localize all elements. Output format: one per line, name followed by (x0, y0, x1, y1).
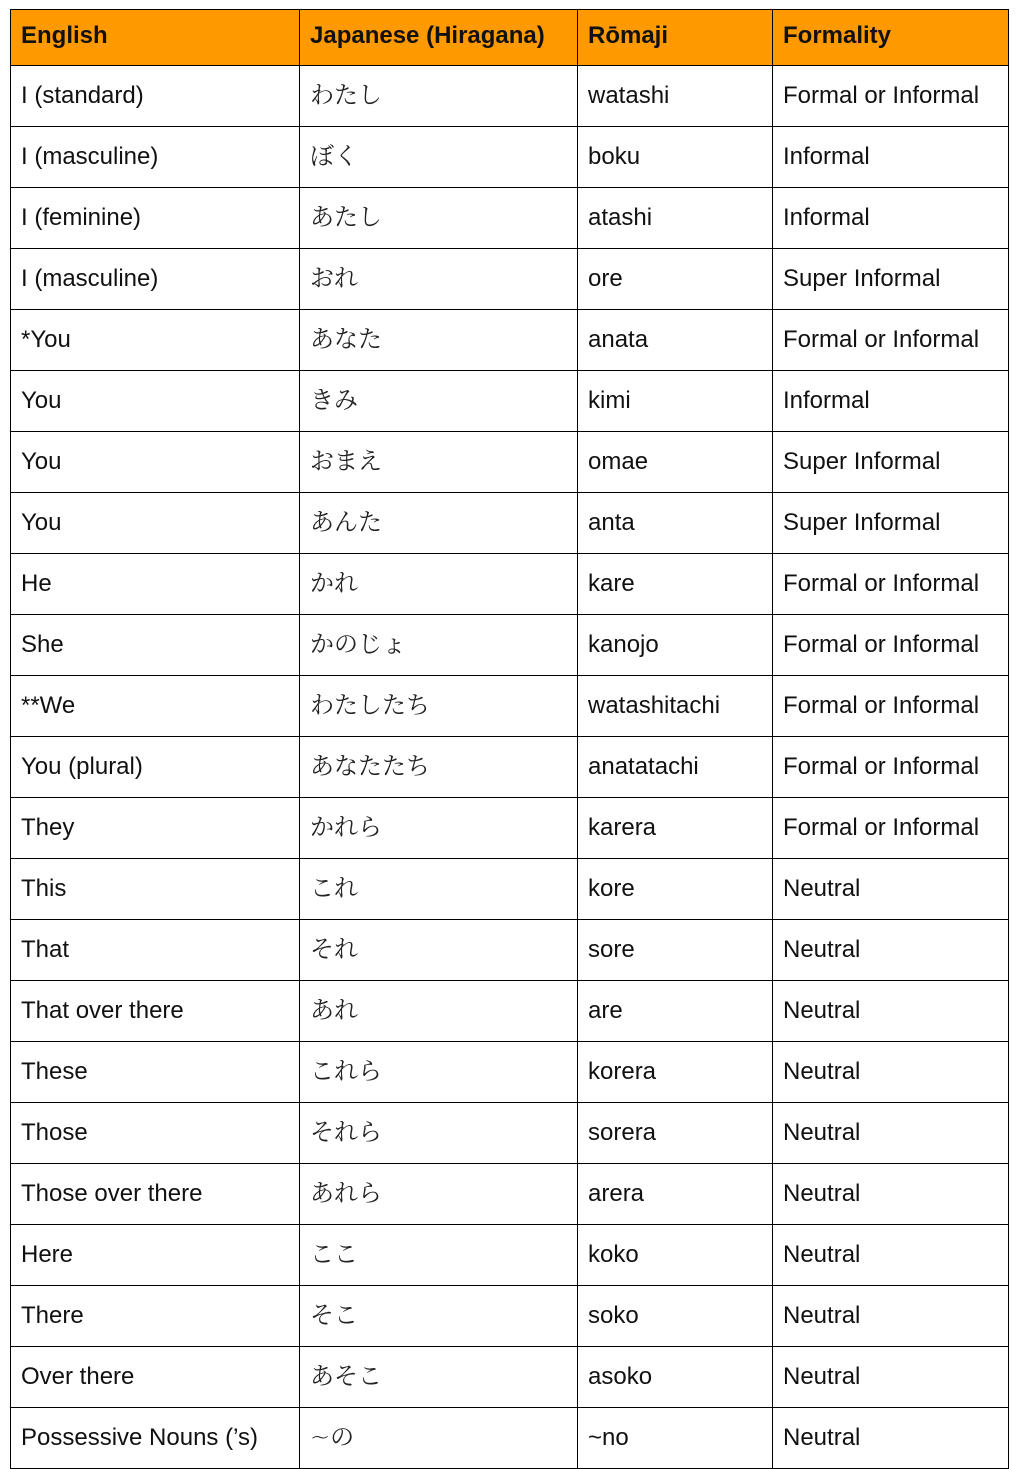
cell-romaji: korera (578, 1042, 773, 1103)
cell-romaji: soko (578, 1286, 773, 1347)
cell-japanese: これ (300, 859, 578, 920)
table-row (11, 1164, 1009, 1225)
cell-romaji: sore (578, 920, 773, 981)
cell-romaji: anatatachi (578, 737, 773, 798)
header-japanese: Japanese (Hiragana) (300, 10, 578, 66)
cell-romaji: atashi (578, 188, 773, 249)
table-row (11, 1286, 1009, 1347)
cell-english: These (11, 1042, 300, 1103)
cell-japanese: ぼく (300, 127, 578, 188)
cell-english: There (11, 1286, 300, 1347)
cell-english: This (11, 859, 300, 920)
cell-formality: Neutral (773, 859, 1009, 920)
table-row (11, 127, 1009, 188)
table-row (11, 1408, 1009, 1469)
cell-formality: Neutral (773, 1408, 1009, 1469)
cell-japanese: かのじょ (300, 615, 578, 676)
cell-romaji: koko (578, 1225, 773, 1286)
cell-romaji: omae (578, 432, 773, 493)
cell-formality: Neutral (773, 981, 1009, 1042)
cell-romaji: karera (578, 798, 773, 859)
table-row (11, 676, 1009, 737)
cell-english: You (plural) (11, 737, 300, 798)
cell-japanese: かれら (300, 798, 578, 859)
table-row (11, 859, 1009, 920)
cell-formality: Neutral (773, 920, 1009, 981)
cell-japanese: あんた (300, 493, 578, 554)
cell-english: I (feminine) (11, 188, 300, 249)
cell-english: Those over there (11, 1164, 300, 1225)
table-row (11, 371, 1009, 432)
header-romaji: Rōmaji (578, 10, 773, 66)
cell-english: That (11, 920, 300, 981)
header-row (11, 10, 1009, 66)
cell-romaji: are (578, 981, 773, 1042)
cell-english: She (11, 615, 300, 676)
cell-english: Over there (11, 1347, 300, 1408)
cell-formality: Formal or Informal (773, 310, 1009, 371)
table-row (11, 249, 1009, 310)
cell-japanese: あれら (300, 1164, 578, 1225)
cell-formality: Super Informal (773, 432, 1009, 493)
cell-romaji: ore (578, 249, 773, 310)
cell-formality: Formal or Informal (773, 66, 1009, 127)
cell-formality: Formal or Informal (773, 615, 1009, 676)
table-row (11, 1347, 1009, 1408)
cell-english: I (masculine) (11, 249, 300, 310)
cell-romaji: sorera (578, 1103, 773, 1164)
cell-romaji: watashi (578, 66, 773, 127)
table-row (11, 310, 1009, 371)
cell-japanese: ここ (300, 1225, 578, 1286)
table-row (11, 1042, 1009, 1103)
table-row (11, 188, 1009, 249)
cell-japanese: わたしたち (300, 676, 578, 737)
table-row (11, 1103, 1009, 1164)
cell-english: *You (11, 310, 300, 371)
cell-formality: Informal (773, 371, 1009, 432)
cell-japanese: あたし (300, 188, 578, 249)
cell-formality: Super Informal (773, 249, 1009, 310)
cell-japanese: あなたたち (300, 737, 578, 798)
table-row (11, 66, 1009, 127)
cell-english: You (11, 371, 300, 432)
cell-formality: Informal (773, 188, 1009, 249)
table-row (11, 798, 1009, 859)
cell-english: He (11, 554, 300, 615)
header-english: English (11, 10, 300, 66)
cell-english: Possessive Nouns (’s) (11, 1408, 300, 1469)
cell-romaji: anta (578, 493, 773, 554)
table-row (11, 737, 1009, 798)
table-row (11, 554, 1009, 615)
table-row (11, 615, 1009, 676)
cell-english: **We (11, 676, 300, 737)
cell-formality: Informal (773, 127, 1009, 188)
table-row (11, 1225, 1009, 1286)
cell-japanese: きみ (300, 371, 578, 432)
cell-japanese: わたし (300, 66, 578, 127)
cell-romaji: asoko (578, 1347, 773, 1408)
table-row (11, 493, 1009, 554)
cell-romaji: kanojo (578, 615, 773, 676)
cell-japanese: それ (300, 920, 578, 981)
table-row (11, 920, 1009, 981)
cell-english: Here (11, 1225, 300, 1286)
cell-romaji: boku (578, 127, 773, 188)
cell-japanese: かれ (300, 554, 578, 615)
table-header (11, 10, 1009, 66)
cell-english: I (standard) (11, 66, 300, 127)
cell-english: They (11, 798, 300, 859)
cell-english: I (masculine) (11, 127, 300, 188)
cell-romaji: kimi (578, 371, 773, 432)
cell-japanese: あそこ (300, 1347, 578, 1408)
cell-formality: Formal or Informal (773, 676, 1009, 737)
table-body (11, 66, 1009, 1469)
cell-formality: Neutral (773, 1042, 1009, 1103)
table-row (11, 432, 1009, 493)
cell-formality: Neutral (773, 1225, 1009, 1286)
pronoun-table (10, 9, 1009, 1469)
cell-english: You (11, 493, 300, 554)
cell-romaji: kare (578, 554, 773, 615)
cell-english: You (11, 432, 300, 493)
cell-formality: Formal or Informal (773, 798, 1009, 859)
cell-formality: Super Informal (773, 493, 1009, 554)
cell-romaji: ~no (578, 1408, 773, 1469)
cell-formality: Neutral (773, 1347, 1009, 1408)
cell-romaji: watashitachi (578, 676, 773, 737)
cell-japanese: あれ (300, 981, 578, 1042)
cell-romaji: anata (578, 310, 773, 371)
cell-japanese: ~の (300, 1408, 578, 1469)
cell-english: That over there (11, 981, 300, 1042)
table-row (11, 981, 1009, 1042)
cell-english: Those (11, 1103, 300, 1164)
cell-japanese: そこ (300, 1286, 578, 1347)
cell-romaji: arera (578, 1164, 773, 1225)
pronoun-table-container (10, 9, 1008, 1469)
header-formality: Formality (773, 10, 1009, 66)
cell-formality: Neutral (773, 1286, 1009, 1347)
cell-romaji: kore (578, 859, 773, 920)
cell-japanese: あなた (300, 310, 578, 371)
cell-japanese: おまえ (300, 432, 578, 493)
cell-formality: Neutral (773, 1164, 1009, 1225)
cell-formality: Formal or Informal (773, 737, 1009, 798)
cell-japanese: おれ (300, 249, 578, 310)
cell-japanese: これら (300, 1042, 578, 1103)
cell-formality: Formal or Informal (773, 554, 1009, 615)
cell-formality: Neutral (773, 1103, 1009, 1164)
cell-japanese: それら (300, 1103, 578, 1164)
